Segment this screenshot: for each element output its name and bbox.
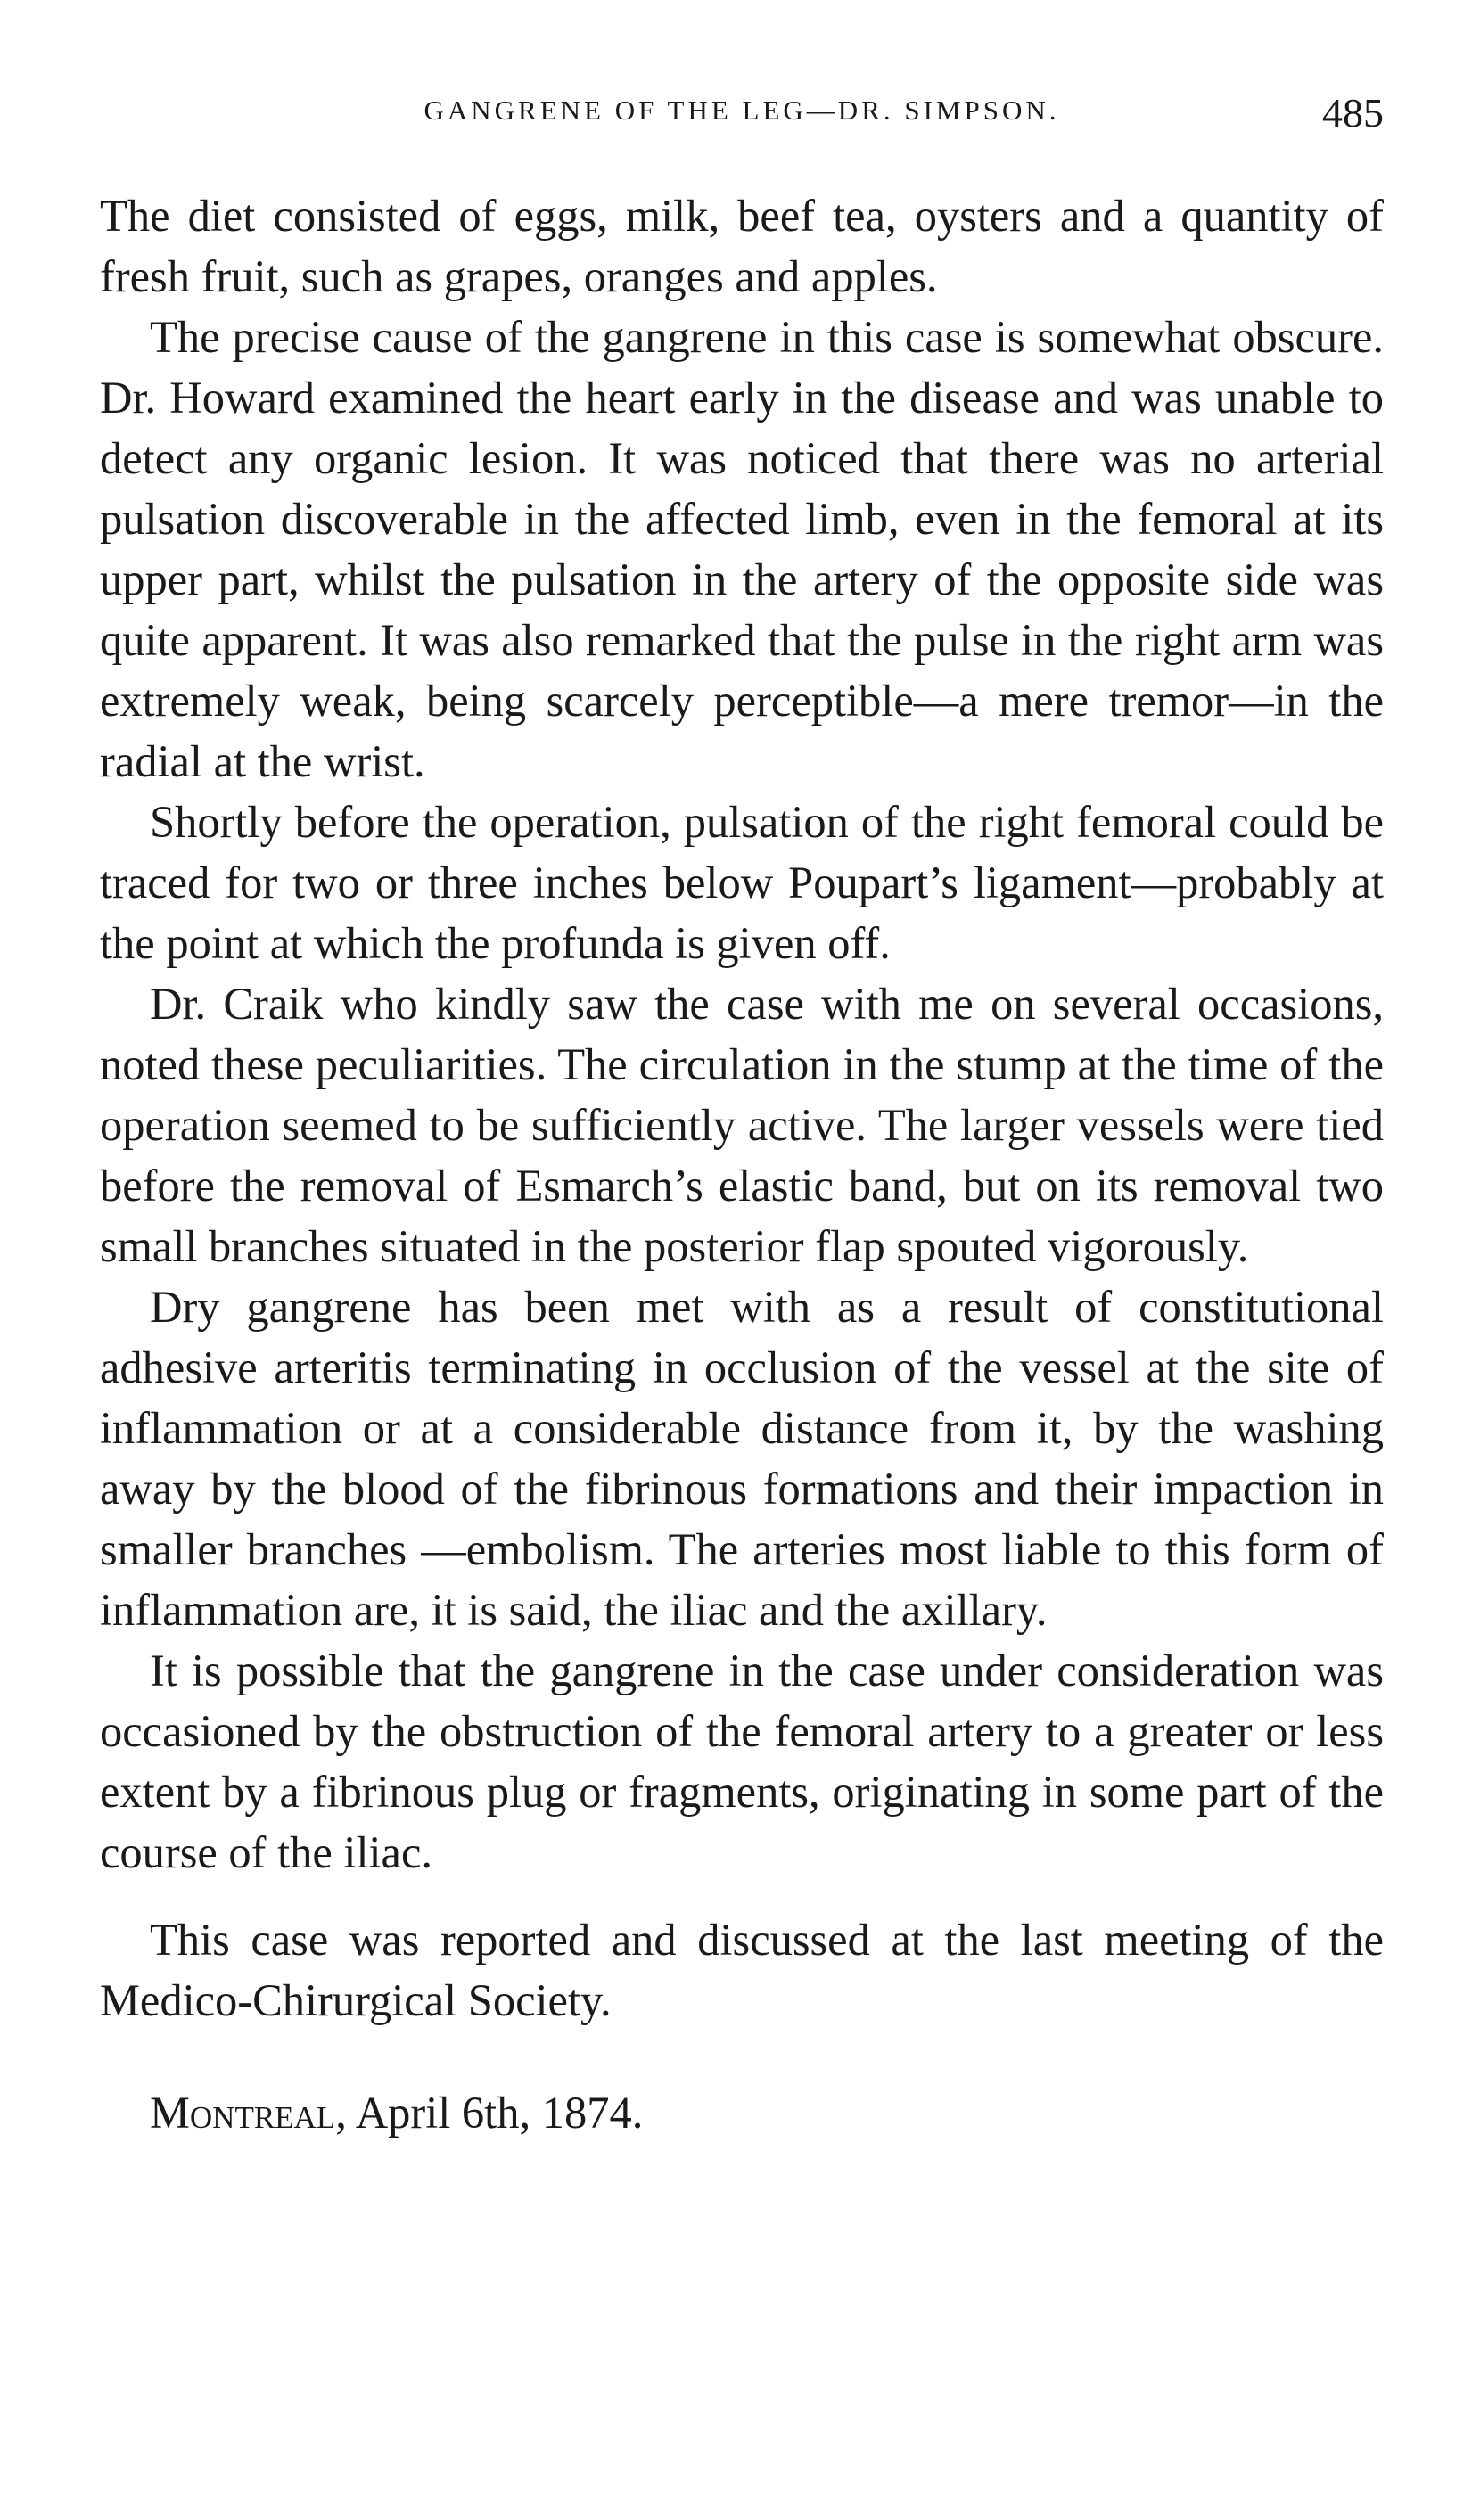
- running-title: GANGRENE OF THE LEG—DR. SIMPSON.: [423, 94, 1060, 126]
- paragraph-craik: Dr. Craik who kindly saw the case with me on several occasions, noted these peculiarities. The circulation in the stump at the time of the operation seemed to be sufficiently active. The larger vessels were tied before the removal of Esmarch’s elastic band, but on its removal two small branches situated in the posterior flap spouted vigorously.: [100, 979, 1384, 1271]
- paragraph-pulsation: Shortly before the operation, pulsation of the right femoral could be traced for two or three inches below Poupart’s ligament—probably at the point at which the profunda is given off.: [100, 797, 1384, 968]
- paragraph-reported: This case was reported and discussed at the last meeting of the Medico-Chirurgical Society.: [100, 1915, 1384, 2025]
- signoff-date: April 6th, 1874.: [355, 2088, 644, 2138]
- document-page: [100, 89, 1384, 2143]
- paragraph-cause: The precise cause of the gangrene in this case is somewhat obscure. Dr. Howard examined the heart early in the disease and was unable to detect any organic lesion. It was noticed that there was no arterial pulsation discoverable in the affected limb, even in the femoral at its upper part, whilst the pulsation in the artery of the opposite side was quite apparent. It was also remarked that the pulse in the right arm was extremely weak, being scarcely perceptible—a mere tremor—in the radial at the wrist.: [100, 312, 1384, 786]
- paragraph-diet: The diet consisted of eggs, milk, beef tea, oysters and a quantity of fresh fruit, such as grapes, oranges and apples.: [100, 191, 1384, 301]
- page-number: 485: [1322, 90, 1384, 135]
- paragraph-dry-gangrene: Dry gangrene has been met with as a result of constitutional adhesive arteritis terminating in occlusion of the vessel at the site of inflammation or at a considerable distance from it, by the washing away by the blood of the fibrinous formations and their impaction in smaller branches —embolism. The arteries most liable to this form of inflammation are, it is said, the iliac and the axillary.: [100, 1282, 1384, 1635]
- body-text: [100, 185, 1384, 2031]
- running-header: [100, 89, 1384, 153]
- signoff-place: Montreal,: [150, 2088, 347, 2138]
- paragraph-obstruction: It is possible that the gangrene in the case under consideration was occasioned by the obstruction of the femoral artery to a greater or less extent by a fibrinous plug or fragments, originating in some part of the course of the iliac.: [100, 1646, 1384, 1877]
- signoff: [100, 2082, 1384, 2143]
